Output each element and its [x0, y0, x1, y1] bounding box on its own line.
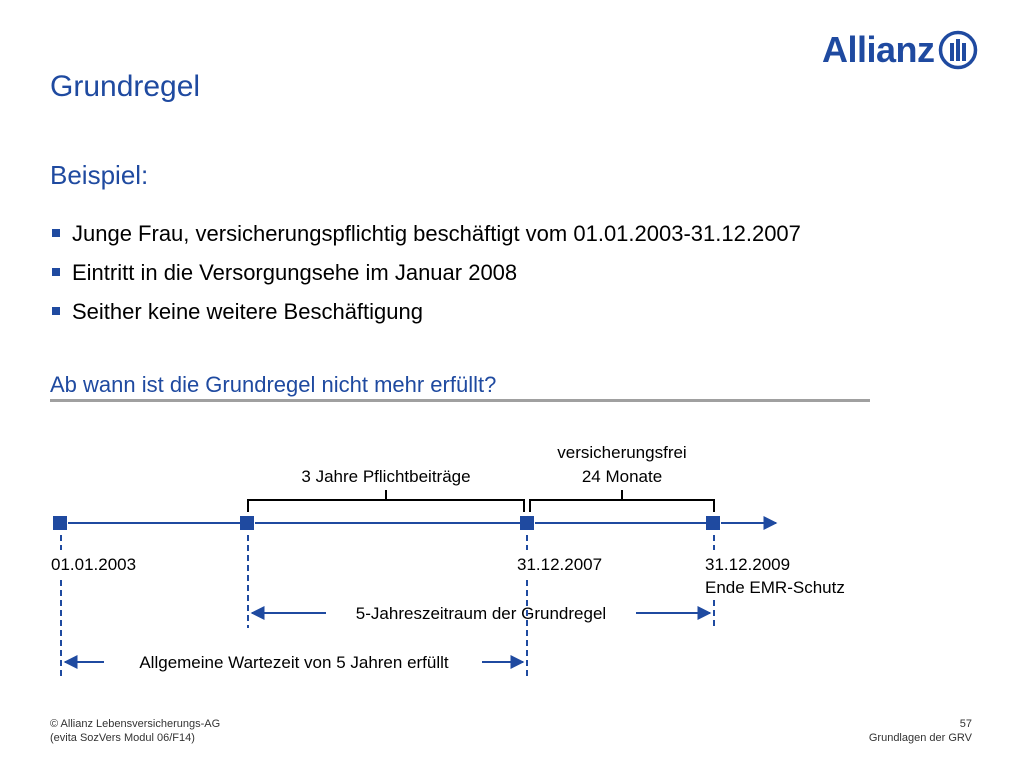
question-text: Ab wann ist die Grundregel nicht mehr erfüllt? [50, 372, 497, 397]
example-heading: Beispiel: [50, 160, 149, 190]
label-pflichtbeitraege: 3 Jahre Pflichtbeiträge [301, 467, 471, 486]
brand-name: Allianz [822, 29, 935, 70]
label-wartezeit: Allgemeine Wartezeit von 5 Jahren erfüllt [139, 653, 449, 672]
date-start: 01.01.2003 [51, 555, 137, 574]
bullet-text: Seither keine weitere Beschäftigung [72, 299, 423, 324]
page-title: Grundregel [50, 70, 201, 103]
timeline-marker [520, 516, 534, 530]
date-end-work: 31.12.2007 [517, 555, 603, 574]
timeline-marker [706, 516, 720, 530]
timeline-marker [53, 516, 67, 530]
footer-copyright: © Allianz Lebensversicherungs-AG [50, 718, 221, 730]
footer-left [50, 717, 220, 745]
label-versicherungsfrei: versicherungsfrei [557, 443, 687, 462]
label-five-year-period: 5-Jahreszeitraum der Grundregel [355, 604, 607, 623]
bullet-text: Eintritt in die Versorgungsehe im Januar 2008 [72, 260, 518, 285]
footer-section: Grundlagen der GRV [868, 732, 972, 744]
page-number: 57 [959, 718, 972, 730]
bullet-text: Junge Frau, versicherungspflichtig beschäftigt vom 01.01.2003-31.12.2007 [72, 221, 801, 246]
timeline-marker [240, 516, 254, 530]
label-24-monate: 24 Monate [581, 467, 663, 486]
date-end-protection: 31.12.2009 [705, 555, 791, 574]
footer-right [869, 717, 972, 745]
bracket-pflicht [248, 500, 524, 512]
footer-module: (evita SozVers Modul 06/F14) [50, 732, 195, 744]
label-ende-emr-schutz: Ende EMR-Schutz [705, 578, 845, 597]
bracket-versfrei [530, 500, 714, 512]
